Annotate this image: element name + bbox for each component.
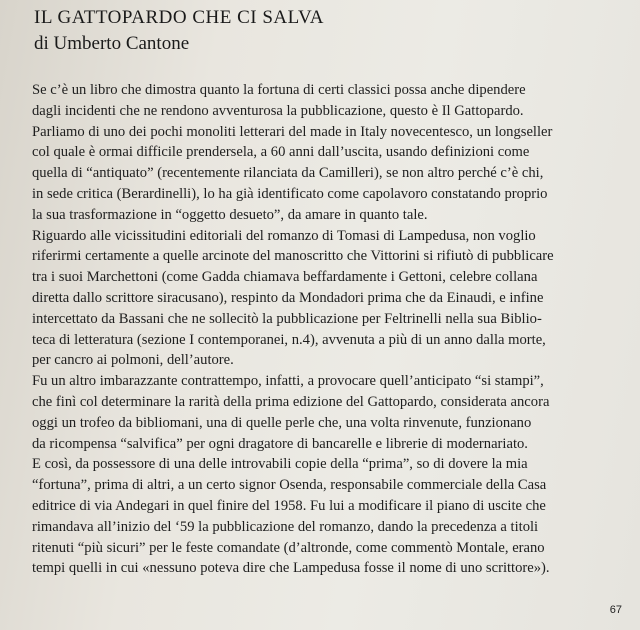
text-line: dagli incidenti che ne rendono avventurosa la pubblicazione, questo è Il Gattopardo. [32, 102, 524, 119]
text-line: da ricompensa “salvifica” per ogni dragatore di bancarelle e librerie di modernariato. [32, 435, 528, 452]
text-line: Riguardo alle vicissitudini editoriali del romanzo di Tomasi di Lampedusa, non voglio [32, 227, 536, 244]
text-line: rimandava all’inizio del ‘59 la pubblicazione del romanzo, dando la precedenza a titoli [32, 518, 539, 535]
text-line: quella di “antiquato” (recentemente rilanciata da Camilleri), se non altro perché c’è chi, [32, 165, 544, 182]
text-line: intercettato da Bassani che ne sollecitò la pubblicazione per Feltrinelli nella sua Biblio- [32, 310, 542, 327]
text-line: tra i suoi Marchettoni (come Gadda chiamava beffardamente i Gettoni, celebre collana [32, 269, 538, 286]
page-number: 67 [609, 604, 622, 616]
article-title: IL GATTOPARDO CHE CI SALVA [34, 7, 324, 28]
text-line: tempi quelli in cui «nessuno poteva dire che Lampedusa fosse il nome di uno scrittore»). [32, 560, 550, 577]
article-author: di Umberto Cantone [34, 33, 190, 54]
text-line: “fortuna”, prima di altri, a un certo signor Osenda, responsabile commerciale della Casa [32, 477, 547, 494]
article-body [32, 80, 592, 579]
text-line: che finì col determinare la rarità della prima edizione del Gattopardo, considerata ancora [32, 393, 550, 410]
text-line: Se c’è un libro che dimostra quanto la fortuna di certi classici possa anche dipendere [32, 82, 526, 98]
text-line: E così, da possessore di una delle introvabili copie della “prima”, so di dovere la mia [32, 456, 528, 473]
text-line: Fu un altro imbarazzante contrattempo, infatti, a provocare quell’anticipato “si stampi”, [32, 373, 544, 390]
text-line: col quale è ormai difficile prendersela, a 60 anni dall’uscita, usando definizioni come [32, 144, 530, 161]
text-line: ritenuti “più sicuri” per le feste comandate (d’altronde, come commentò Montale, erano [32, 539, 545, 556]
text-line: per cancro ai polmoni, dell’autore. [32, 352, 234, 369]
text-line: oggi un trofeo da bibliomani, una di quelle perle che, una volta rinvenute, funzionano [32, 414, 532, 431]
text-line: in sede critica (Berardinelli), lo ha già identificato come capolavoro constatando proprio [32, 185, 548, 202]
text-line: teca di letteratura (sezione I contemporanei, n.4), avvenuta a più di un anno dalla morte, [32, 331, 546, 348]
text-line: riferirmi certamente a quelle arcinote del manoscritto che Vittorini si rifiutò di pubblicare [32, 248, 554, 265]
text-line: editrice di via Andegari in quel finire del 1958. Fu lui a modificare il piano di uscite che [32, 497, 546, 514]
text-line: Parliamo di uno dei pochi monoliti letterari del made in Italy novecentesco, un longseller [32, 123, 553, 140]
text-line: diretta dallo scrittore siracusano), respinto da Mondadori prima che da Einaudi, e infine [32, 289, 544, 306]
text-line: la sua trasformazione in “oggetto desueto”, da amare in quanto tale. [32, 206, 428, 223]
